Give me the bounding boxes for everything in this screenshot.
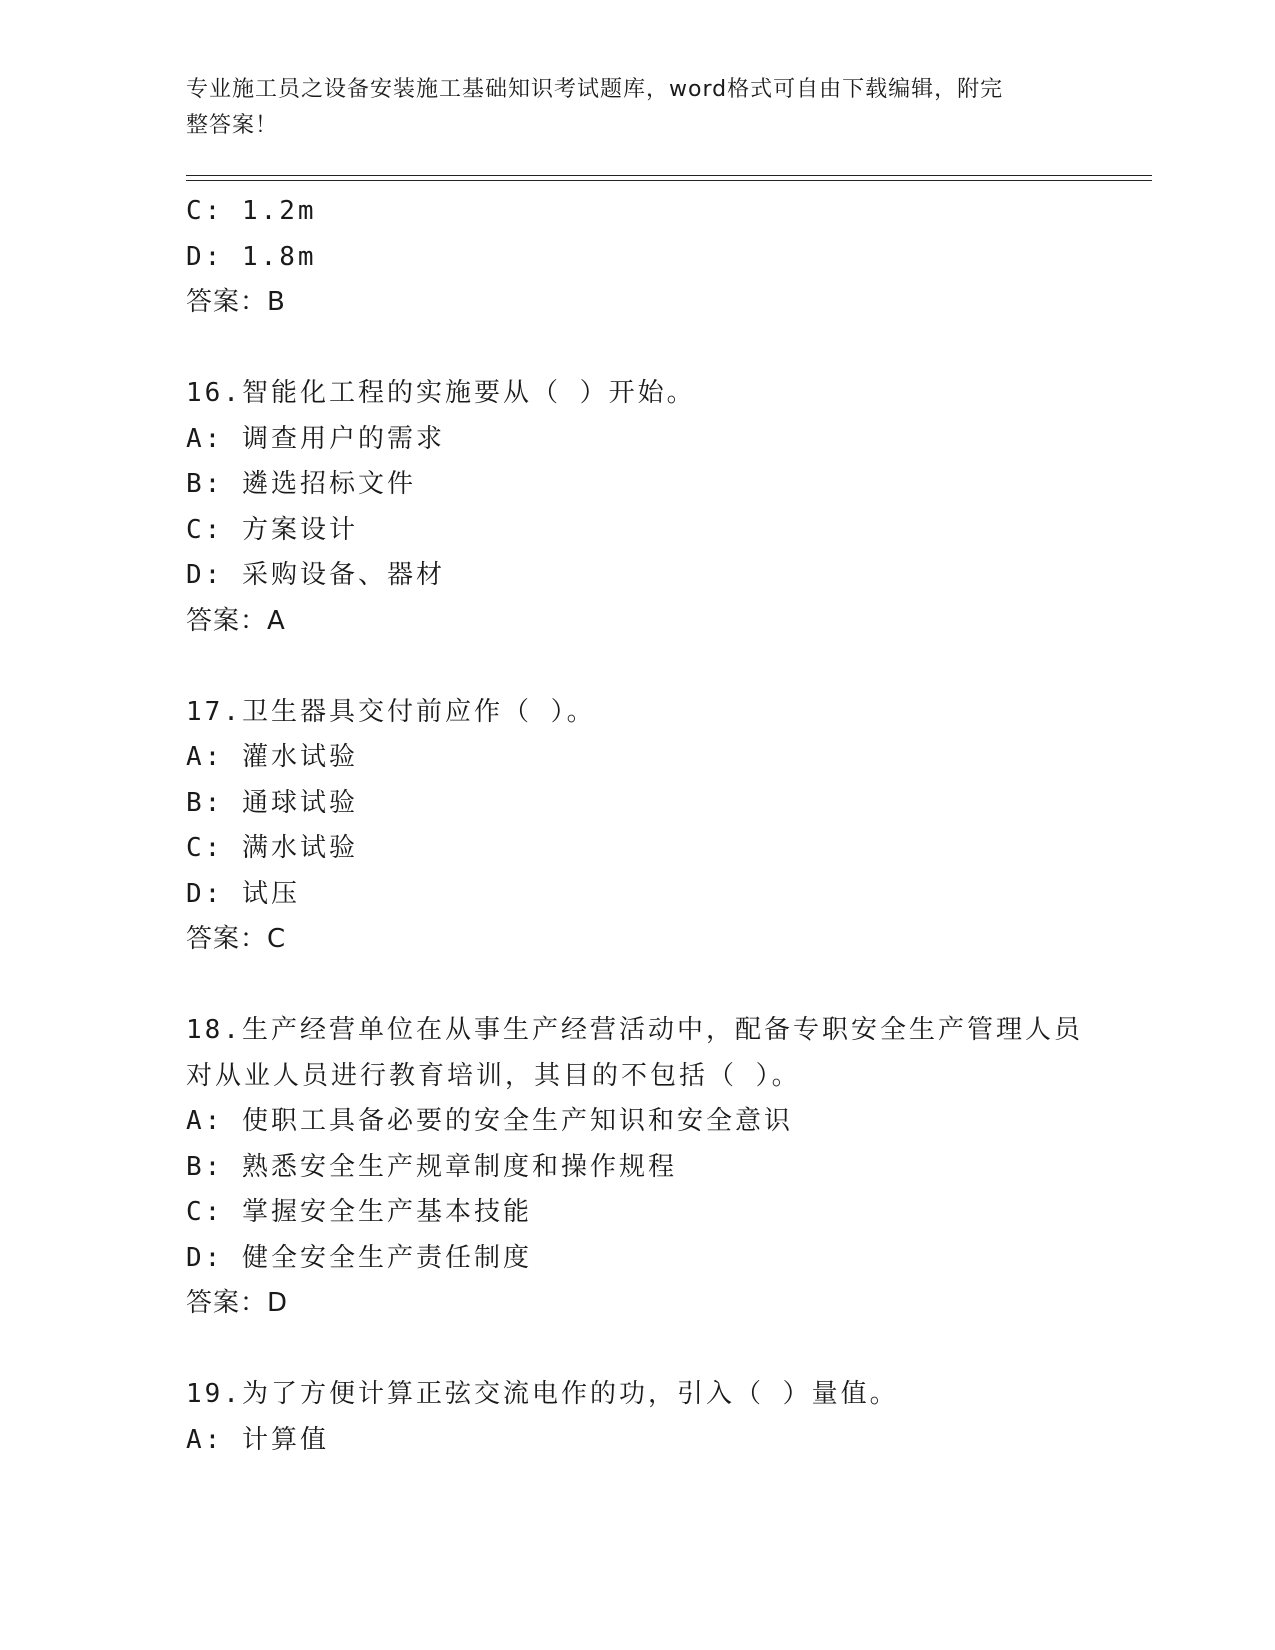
question-18-stem-line-1: 18.生产经营单位在从事生产经营活动中，配备专职安全生产管理人员 [186,1015,1083,1045]
question-17-answer: 答案：C [186,924,287,954]
question-17-option-d: D: 试压 [186,878,300,909]
question-16-option-a: A: 调查用户的需求 [186,423,445,454]
question-18-stem-line-2: 对从业人员进行教育培训，其目的不包括（ ）。 [186,1060,801,1091]
header-line-2: 整答案！ [186,113,279,138]
option-c-prev: C: 1.2m [186,196,317,226]
answer-prev: 答案：B [186,287,286,317]
header-line-1: 专业施工员之设备安装施工基础知识考试题库，word格式可自由下载编辑，附完 [186,77,1004,102]
question-17-option-a: A: 灌水试验 [186,742,358,772]
question-18-option-c: C: 掌握安全生产基本技能 [186,1197,532,1227]
option-d-prev: D: 1.8m [186,241,317,272]
question-16-stem: 16.智能化工程的实施要从（ ）开始。 [186,378,696,408]
document-header [186,72,1066,144]
question-list [186,189,1086,1463]
question-16-answer: 答案：A [186,605,286,636]
question-18-option-b: B: 熟悉安全生产规章制度和操作规程 [186,1151,677,1182]
question-17-option-b: B: 通球试验 [186,787,358,818]
header-divider-top [186,175,1152,176]
question-16-option-d: D: 采购设备、器材 [186,560,445,590]
question-18-answer: 答案：D [186,1288,289,1318]
question-17-option-c: C: 满水试验 [186,833,358,863]
question-18-option-d: D: 健全安全生产责任制度 [186,1242,532,1273]
header-divider-bottom [186,180,1152,181]
question-19-option-a: A: 计算值 [186,1424,329,1455]
question-16-option-b: B: 遴选招标文件 [186,469,416,499]
question-16-option-c: C: 方案设计 [186,514,358,545]
question-19-stem: 19.为了方便计算正弦交流电作的功，引入（ ）量值。 [186,1379,899,1409]
question-18-option-a: A: 使职工具备必要的安全生产知识和安全意识 [186,1106,793,1136]
question-17-stem: 17.卫生器具交付前应作（ ）。 [186,696,596,727]
